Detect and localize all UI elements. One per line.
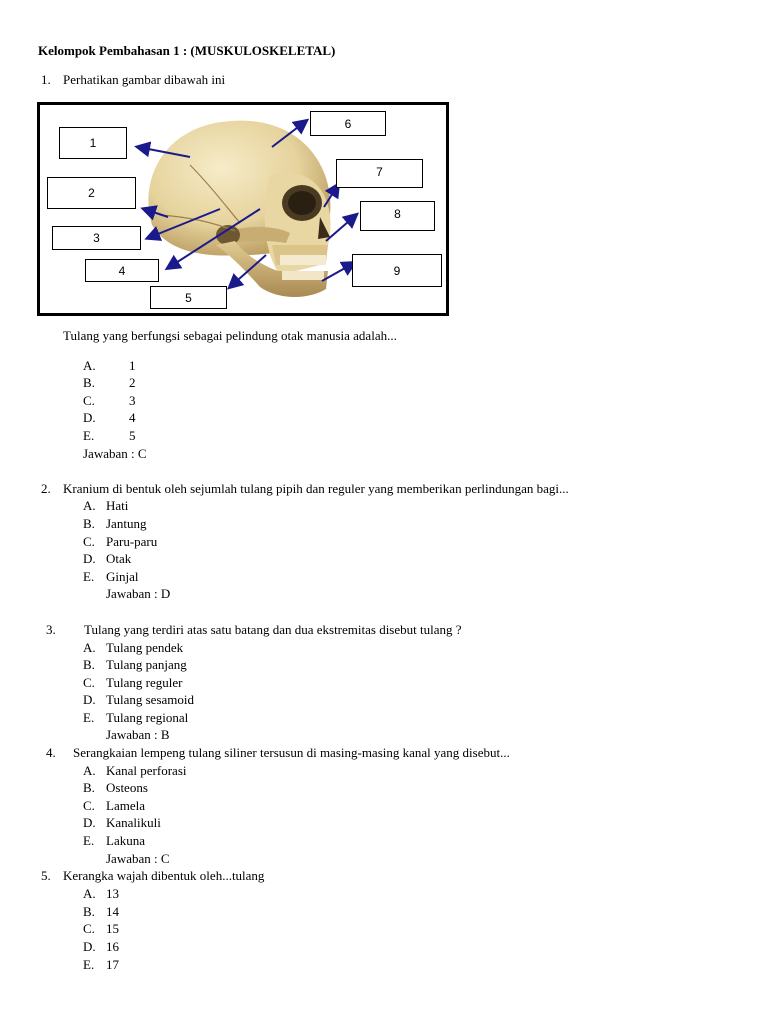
q4-option-letter: C. (83, 798, 95, 813)
q1-option-letter: D. (83, 410, 96, 425)
q1-option-letter: E. (83, 428, 95, 443)
q1-option-text: 2 (129, 375, 136, 390)
q4-option-text: Kanal perforasi (106, 763, 187, 778)
q1-option-text: 3 (129, 393, 136, 408)
q3-number: 3. (46, 622, 56, 637)
figure-label-7: 7 (336, 159, 423, 188)
q5-question: Kerangka wajah dibentuk oleh...tulang (63, 868, 265, 883)
q1-option-letter: A. (83, 358, 96, 373)
q3-option-letter: A. (83, 640, 96, 655)
q1-question: Tulang yang berfungsi sebagai pelindung otak manusia adalah... (63, 328, 397, 343)
figure-label-3: 3 (52, 226, 141, 250)
q4-number: 4. (46, 745, 56, 760)
q2-option-letter: B. (83, 516, 95, 531)
q4-option-text: Lakuna (106, 833, 145, 848)
q1-prompt: Perhatikan gambar dibawah ini (63, 72, 226, 87)
figure-label-9: 9 (352, 254, 442, 287)
q3-option-letter: E. (83, 710, 95, 725)
page-title: Kelompok Pembahasan 1 : (MUSKULOSKELETAL) (38, 43, 336, 58)
q3-question: Tulang yang terdiri atas satu batang dan dua ekstremitas disebut tulang ? (84, 622, 462, 637)
q2-option-letter: C. (83, 534, 95, 549)
q5-option-letter: B. (83, 904, 95, 919)
figure-label-8: 8 (360, 201, 435, 231)
figure-label-4: 4 (85, 259, 159, 282)
q3-option-text: Tulang reguler (106, 675, 183, 690)
q2-answer: Jawaban : D (106, 586, 171, 601)
q3-option-text: Tulang sesamoid (106, 692, 194, 707)
q5-option-letter: C. (83, 921, 95, 936)
figure-label-2: 2 (47, 177, 136, 209)
q1-option-text: 5 (129, 428, 136, 443)
q2-option-text: Paru-paru (106, 534, 158, 549)
q2-number: 2. (41, 481, 51, 496)
q3-option-text: Tulang panjang (106, 657, 187, 672)
q5-option-letter: E. (83, 957, 95, 972)
q4-option-letter: A. (83, 763, 96, 778)
q5-number: 5. (41, 868, 51, 883)
q4-option-letter: E. (83, 833, 95, 848)
q4-option-letter: D. (83, 815, 96, 830)
q3-option-text: Tulang regional (106, 710, 189, 725)
q4-answer: Jawaban : C (106, 851, 170, 866)
q4-option-text: Osteons (106, 780, 148, 795)
figure-label-1: 1 (59, 127, 127, 159)
q4-option-text: Kanalikuli (106, 815, 161, 830)
q4-question: Serangkaian lempeng tulang siliner tersusun di masing-masing kanal yang disebut... (73, 745, 510, 760)
q2-option-text: Ginjal (106, 569, 139, 584)
figure-label-6: 6 (310, 111, 386, 136)
figure-label-5: 5 (150, 286, 227, 309)
q5-option-letter: A. (83, 886, 96, 901)
q5-option-text: 15 (106, 921, 119, 936)
q2-option-text: Hati (106, 498, 129, 513)
q2-option-text: Otak (106, 551, 132, 566)
q5-option-letter: D. (83, 939, 96, 954)
q3-option-letter: D. (83, 692, 96, 707)
q5-option-text: 16 (106, 939, 119, 954)
q4-option-letter: B. (83, 780, 95, 795)
q3-option-letter: B. (83, 657, 95, 672)
q3-answer: Jawaban : B (106, 727, 170, 742)
q1-option-letter: B. (83, 375, 95, 390)
q2-question: Kranium di bentuk oleh sejumlah tulang pipih dan reguler yang memberikan perlindungan bagi... (63, 481, 569, 496)
q2-option-letter: D. (83, 551, 96, 566)
q5-option-text: 17 (106, 957, 119, 972)
q3-option-text: Tulang pendek (106, 640, 184, 655)
q1-option-letter: C. (83, 393, 95, 408)
q5-option-text: 14 (106, 904, 119, 919)
q2-option-letter: A. (83, 498, 96, 513)
q1-answer: Jawaban : C (83, 446, 147, 461)
q1-option-text: 1 (129, 358, 136, 373)
q2-option-text: Jantung (106, 516, 147, 531)
skull-figure (37, 102, 449, 316)
q4-option-text: Lamela (106, 798, 145, 813)
q2-option-letter: E. (83, 569, 95, 584)
q1-number: 1. (41, 72, 51, 87)
q5-option-text: 13 (106, 886, 119, 901)
q3-option-letter: C. (83, 675, 95, 690)
q1-option-text: 4 (129, 410, 136, 425)
